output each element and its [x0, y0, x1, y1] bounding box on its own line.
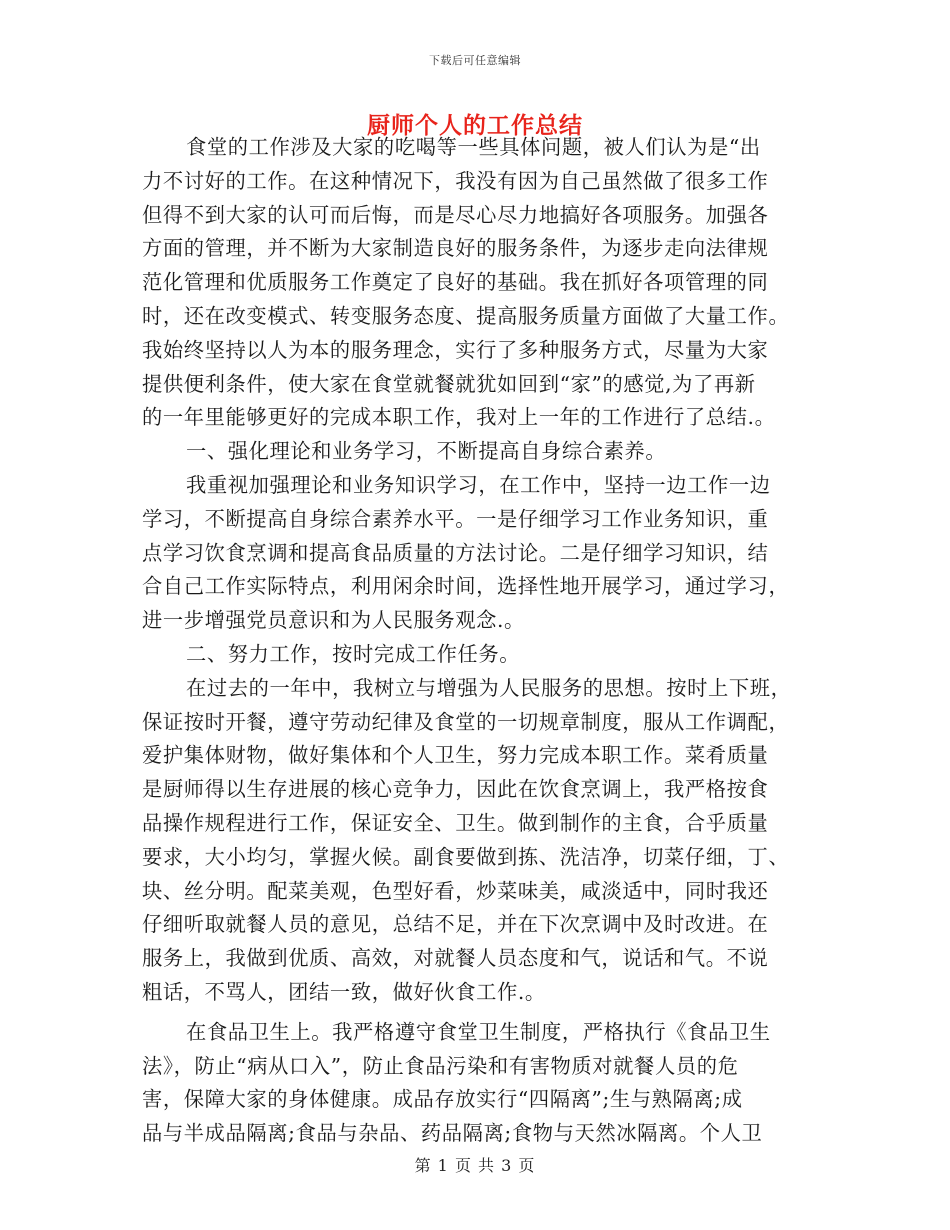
text-line: 在过去的一年中，我树立与增强为人民服务的思想。按时上下班，	[186, 675, 792, 700]
text-line: 学习，不断提高自身综合素养水平。一是仔细学习工作业务知识，重	[142, 506, 769, 531]
text-line: 进一步增强党员意识和为人民服务观念.。	[142, 608, 525, 633]
text-line: 要求，大小均匀，掌握火候。副食要做到拣、洗洁净，切菜仔细，丁、	[142, 844, 790, 869]
text-line: 时，还在改变模式、转变服务态度、提高服务质量方面做了大量工作。	[142, 303, 790, 328]
text-line: 粗话，不骂人，团结一致，做好伙食工作.。	[142, 979, 546, 1004]
document-body	[142, 131, 802, 1151]
header-note: 下载后可任意编辑	[429, 54, 521, 67]
page-footer: 第 1 页 共 3 页	[414, 1156, 536, 1175]
text-line: 在食品卫生上。我严格遵守食堂卫生制度，严格执行《食品卫生	[186, 1019, 771, 1044]
text-line: 保证按时开餐，遵守劳动纪律及食堂的一切规章制度，服从工作调配，	[142, 709, 790, 734]
text-line: 范化管理和优质服务工作奠定了良好的基础。我在抓好各项管理的同	[142, 270, 769, 295]
text-line: 法》，防止“病从口入”，防止食品污染和有害物质对就餐人员的危	[142, 1053, 739, 1078]
text-line: 我始终坚持以人为本的服务理念，实行了多种服务方式，尽量为大家	[142, 337, 769, 362]
text-line: 我重视加强理论和业务知识学习，在工作中，坚持一边工作一边	[186, 472, 771, 497]
text-line: 食堂的工作涉及大家的吃喝等一些具体问题，被人们认为是“出	[186, 135, 761, 159]
text-line: 一、强化理论和业务学习，不断提高自身综合素养。	[186, 439, 667, 464]
text-line: 方面的管理，并不断为大家制造良好的服务条件，为逐步走向法律规	[142, 236, 769, 261]
text-line: 害，保障大家的身体健康。成品存放实行“四隔离”;生与熟隔离;成	[142, 1087, 743, 1112]
text-line: 提供便利条件，使大家在食堂就餐就犹如回到“家”的感觉,为了再新	[142, 371, 756, 396]
text-line: 但得不到大家的认可而后悔，而是尽心尽力地搞好各项服务。加强各	[142, 202, 769, 227]
text-line: 块、丝分明。配菜美观，色型好看，炒菜味美，咸淡适中，同时我还	[142, 878, 769, 903]
text-line: 品操作规程进行工作，保证安全、卫生。做到制作的主食，合乎质量	[142, 810, 769, 835]
text-line: 合自己工作实际特点，利用闲余时间，选择性地开展学习，通过学习，	[142, 574, 790, 599]
text-line: 是厨师得以生存进展的核心竞争力，因此在饮食烹调上，我严格按食	[142, 777, 769, 802]
text-line: 点学习饮食烹调和提高食品质量的方法讨论。二是仔细学习知识，结	[142, 540, 769, 565]
text-line: 力不讨好的工作。在这种情况下，我没有因为自己虽然做了很多工作	[142, 168, 769, 193]
text-line: 仔细听取就餐人员的意见，总结不足，并在下次烹调中及时改进。在	[142, 912, 769, 937]
text-line: 的一年里能够更好的完成本职工作，我对上一年的工作进行了总结.。	[142, 405, 776, 430]
text-line: 爱护集体财物，做好集体和个人卫生，努力完成本职工作。菜肴质量	[142, 743, 769, 768]
text-line: 品与半成品隔离;食品与杂品、药品隔离;食物与天然冰隔离。个人卫	[142, 1121, 763, 1146]
text-line: 二、努力工作，按时完成工作任务。	[186, 641, 521, 666]
text-line: 服务上，我做到优质、高效，对就餐人员态度和气，说话和气。不说	[142, 946, 769, 971]
document-title: 厨师个人的工作总结	[367, 112, 583, 139]
